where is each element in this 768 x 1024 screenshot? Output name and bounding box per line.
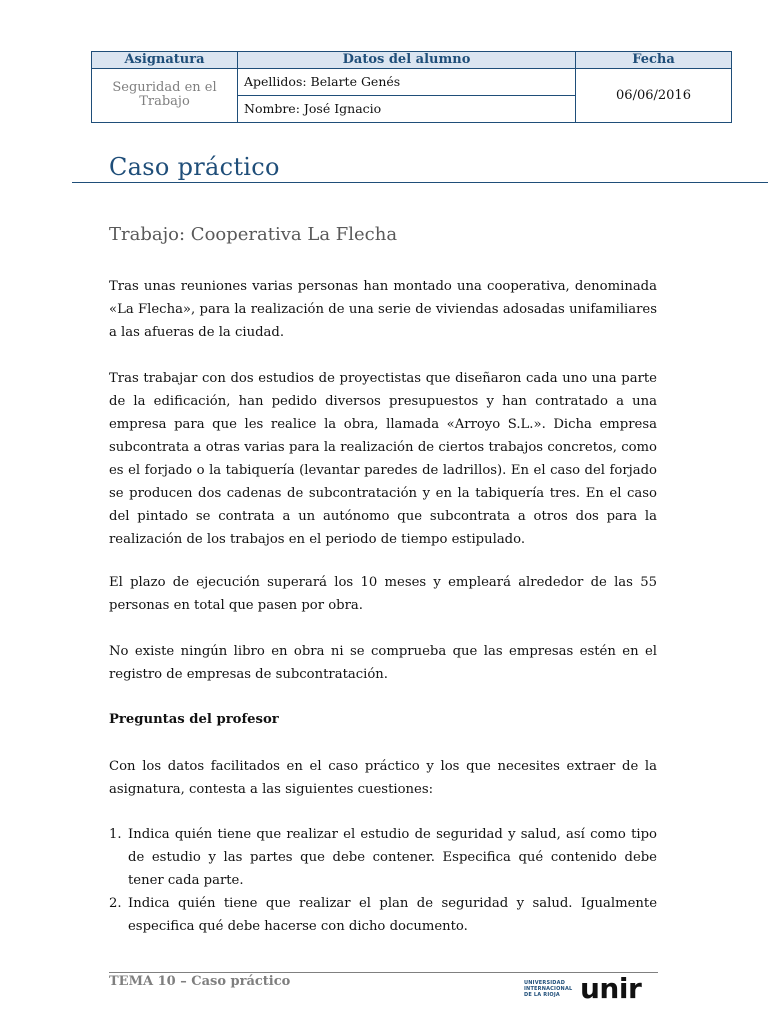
logo-line-1: UNIVERSIDAD [524, 980, 566, 986]
question-text: Indica quién tiene que realizar el estudio de seguridad y salud, así como tipo de estudio y las partes que debe contener. Especifica qué contenido debe tener cada parte. [128, 827, 657, 888]
questions-intro: Con los datos facilitados en el caso práctico y los que necesites extraer de la asignatura, contesta a las siguientes cuestiones: [109, 759, 657, 797]
case-subtitle: Trabajo: Cooperativa La Flecha [109, 224, 398, 245]
question-number: 1. [109, 827, 122, 842]
footer-divider [109, 972, 658, 973]
date-cell: 06/06/2016 [576, 68, 732, 122]
question-item [109, 823, 657, 892]
logo-line-3: DE LA RIOJA [524, 992, 560, 998]
questions-list [109, 823, 657, 938]
questions-heading: Preguntas del profesor [109, 712, 279, 727]
paragraph-2: Tras trabajar con dos estudios de proyectistas que diseñaron cada uno una parte de la edificación, han pedido diversos presupuestos y han contratado a una empresa para que les realice la obra, llamada «Arroyo S.L.». Dicha empresa subcontrata a otras varias para la realización de ciertos trabajos concretos, como es el forjado o la tabiquería (levantar paredes de ladrillos). En el caso del forjado se producen dos cadenas de subcontratación y en la tabiquería tres. En el caso del pintado se contrata a un autónomo que subcontrata a otros dos para la realización de los trabajos en el periodo de tiempo estipulado. [109, 371, 657, 547]
question-text: Indica quién tiene que realizar el plan de seguridad y salud. Igualmente especifica qué debe hacerse con dicho documento. [128, 896, 657, 934]
name-cell: Nombre: José Ignacio [238, 95, 576, 122]
subject-line-2: Trabajo [139, 94, 190, 110]
paragraph-1: Tras unas reuniones varias personas han montado una cooperativa, denominada «La Flecha», para la realización de una serie de viviendas adosadas unifamiliares a las afueras de la ciudad. [109, 279, 657, 340]
title-divider [72, 182, 768, 183]
header-subject-label: Asignatura [92, 52, 238, 69]
question-number: 2. [109, 896, 122, 911]
subject-line-1: Seguridad en el [112, 80, 217, 96]
unir-logo [524, 972, 658, 1006]
paragraph-4: No existe ningún libro en obra ni se comprueba que las empresas estén en el registro de empresas de subcontratación. [109, 644, 657, 682]
header-table [91, 51, 732, 123]
header-date-label: Fecha [576, 52, 732, 69]
page-title: Caso práctico [109, 153, 280, 181]
question-item [109, 892, 657, 938]
footer-label: TEMA 10 – Caso práctico [109, 974, 291, 989]
subject-cell [92, 68, 238, 122]
paragraph-3: El plazo de ejecución superará los 10 meses y empleará alrededor de las 55 personas en total que pasen por obra. [109, 575, 657, 613]
logo-university-text [524, 980, 576, 998]
surname-cell: Apellidos: Belarte Genés [238, 68, 576, 95]
logo-wordmark: unir [580, 972, 642, 1005]
logo-line-2: INTERNACIONAL [524, 986, 573, 992]
header-student-label: Datos del alumno [238, 52, 576, 69]
